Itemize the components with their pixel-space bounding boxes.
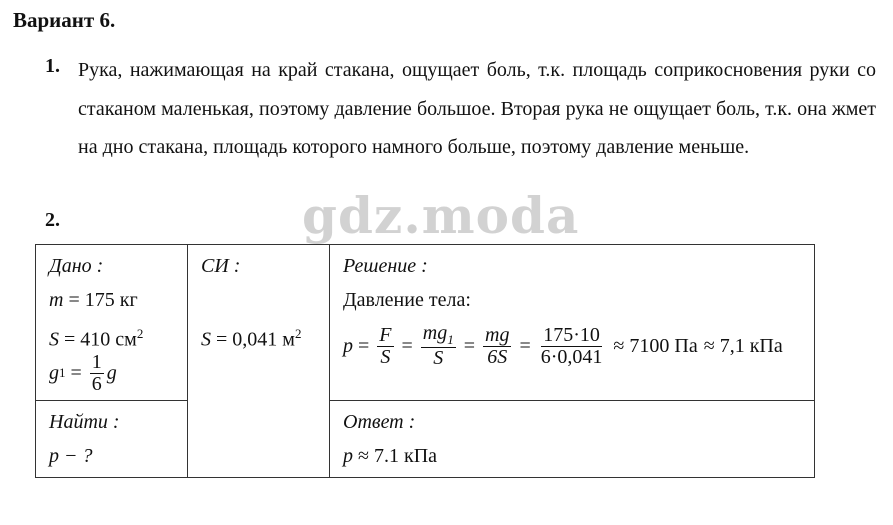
task-table: [35, 244, 815, 478]
find-cell: [36, 401, 188, 478]
answer-header: Ответ :: [343, 411, 416, 433]
solution-cell: [330, 245, 815, 401]
given-g1: g 1 = $\frac{1}{6}$ g: [49, 350, 117, 395]
watermark-dot: .: [403, 186, 422, 245]
fraction-f-s: $\frac{F}{S}$: [379, 323, 392, 368]
result-kpa: ≈ 7,1 кПа: [703, 334, 783, 357]
variant-title: Вариант 6.: [13, 8, 116, 32]
answer-cell: [330, 401, 815, 478]
g1-fraction: $\frac{1}{6}$: [91, 350, 102, 395]
watermark-part1: gdz: [302, 186, 404, 245]
fraction-mg-6s: $\frac{mg}{6S}$: [485, 323, 510, 368]
watermark: [302, 186, 579, 245]
result-pa: ≈ 7100 Па: [613, 334, 698, 357]
given-mass: m = 175 кг: [49, 289, 138, 311]
solution-header: Решение :: [343, 255, 428, 277]
answer-value: p ≈ 7.1 кПа: [343, 445, 438, 467]
watermark-part2: moda: [421, 186, 580, 245]
given-header: Дано :: [49, 255, 104, 277]
pressure-formula: p = $\frac{F}{S}$ = $\frac{mg_1}{S}$ = $\frac{mg}{6S}$ = $\frac{175\cdot 10}{6\cdot 0,041}$ ≈ 7100 Па ≈ 7,1 кПа: [343, 322, 783, 369]
find-value: p − ?: [49, 445, 93, 467]
given-area: S = 410 $см^2$: [49, 326, 144, 351]
fraction-numeric: $\frac{175\cdot 10}{6\cdot 0,041}$: [540, 323, 603, 368]
find-header: Найти :: [49, 411, 120, 433]
item-1-number: 1.: [45, 55, 60, 77]
item-2-number: 2.: [45, 209, 60, 231]
item-1-text: Рука, нажимающая на край стакана, ощущает боль, т.к. площадь соприкосновения руки со стаканом маленькая, поэтому давление большое. Вторая рука не ощущает боль, т.к. она жмет на дно стакана, площадь которого намного больше, поэтому давление меньше.: [78, 59, 876, 158]
fraction-mg1-s: $\frac{mg_1}{S}$: [422, 322, 454, 369]
si-cell: [188, 245, 330, 478]
si-area: S = 0,041 $м^2$: [201, 326, 302, 351]
given-cell: [36, 245, 188, 401]
solution-label: Давление тела:: [343, 289, 471, 311]
si-header: СИ :: [201, 255, 241, 277]
